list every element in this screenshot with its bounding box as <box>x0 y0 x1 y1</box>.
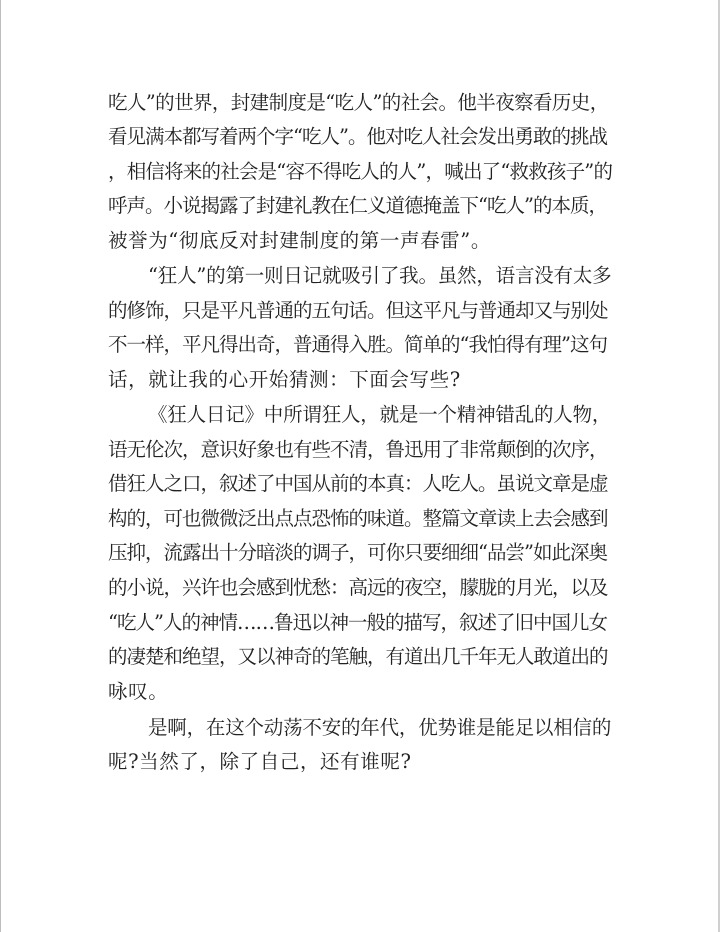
text-line: “吃人”人的神情……鲁迅以神一般的描写，叙述了旧中国儿女 <box>108 611 607 634</box>
text-line: 的修饰，只是平凡普通的五句话。但这平凡与普通却又与别处 <box>108 299 608 322</box>
text-line: 看见满本都写着两个字“吃人”。他对吃人社会发出勇敢的挑战 <box>108 125 607 148</box>
text-line: 借狂人之口，叙述了中国从前的本真：人吃人。虽说文章是虚 <box>108 472 608 495</box>
text-line: 是啊，在这个动荡不安的年代，优势谁是能足以相信的 <box>148 716 612 739</box>
text-line: 的小说，兴许也会感到忧愁：高远的夜空，朦胧的月光，以及 <box>108 576 608 599</box>
text-line: ，相信将来的社会是“容不得吃人的人”，喊出了“救救孩子”的 <box>108 160 613 183</box>
text-line: “狂人”的第一则日记就吸引了我。虽然，语言没有太多 <box>148 264 612 287</box>
text-line: 压抑，流露出十分暗淡的调子，可你只要细细“品尝”如此深奥 <box>108 541 607 564</box>
text-line: 话，就让我的心开始猜测：下面会写些? <box>108 368 461 391</box>
text-line: 呼声。小说揭露了封建礼教在仁义道德掩盖下“吃人”的本质， <box>108 194 607 217</box>
text-line: 被誉为“彻底反对封建制度的第一声春雷”。 <box>108 229 491 252</box>
text-line: 吃人”的世界，封建制度是“吃人”的社会。他半夜察看历史， <box>108 91 609 114</box>
text-line: 《狂人日记》中所谓狂人，就是一个精神错乱的人物， <box>148 403 612 426</box>
text-line: 构的，可也微微泛出点点恐怖的味道。整篇文章读上去会感到 <box>108 507 608 530</box>
text-line: 的凄楚和绝望，又以神奇的笔触，有道出几千年无人敢道出的 <box>108 645 608 668</box>
page-left-edge <box>0 0 1 932</box>
text-line: 语无伦次，意识好象也有些不清，鲁迅用了非常颠倒的次序， <box>108 438 608 461</box>
text-line: 咏叹。 <box>108 680 169 703</box>
text-line: 不一样，平凡得出奇，普通得入胜。简单的“我怕得有理”这句 <box>108 333 607 356</box>
text-line: 呢?当然了，除了自己，还有谁呢? <box>108 750 412 773</box>
